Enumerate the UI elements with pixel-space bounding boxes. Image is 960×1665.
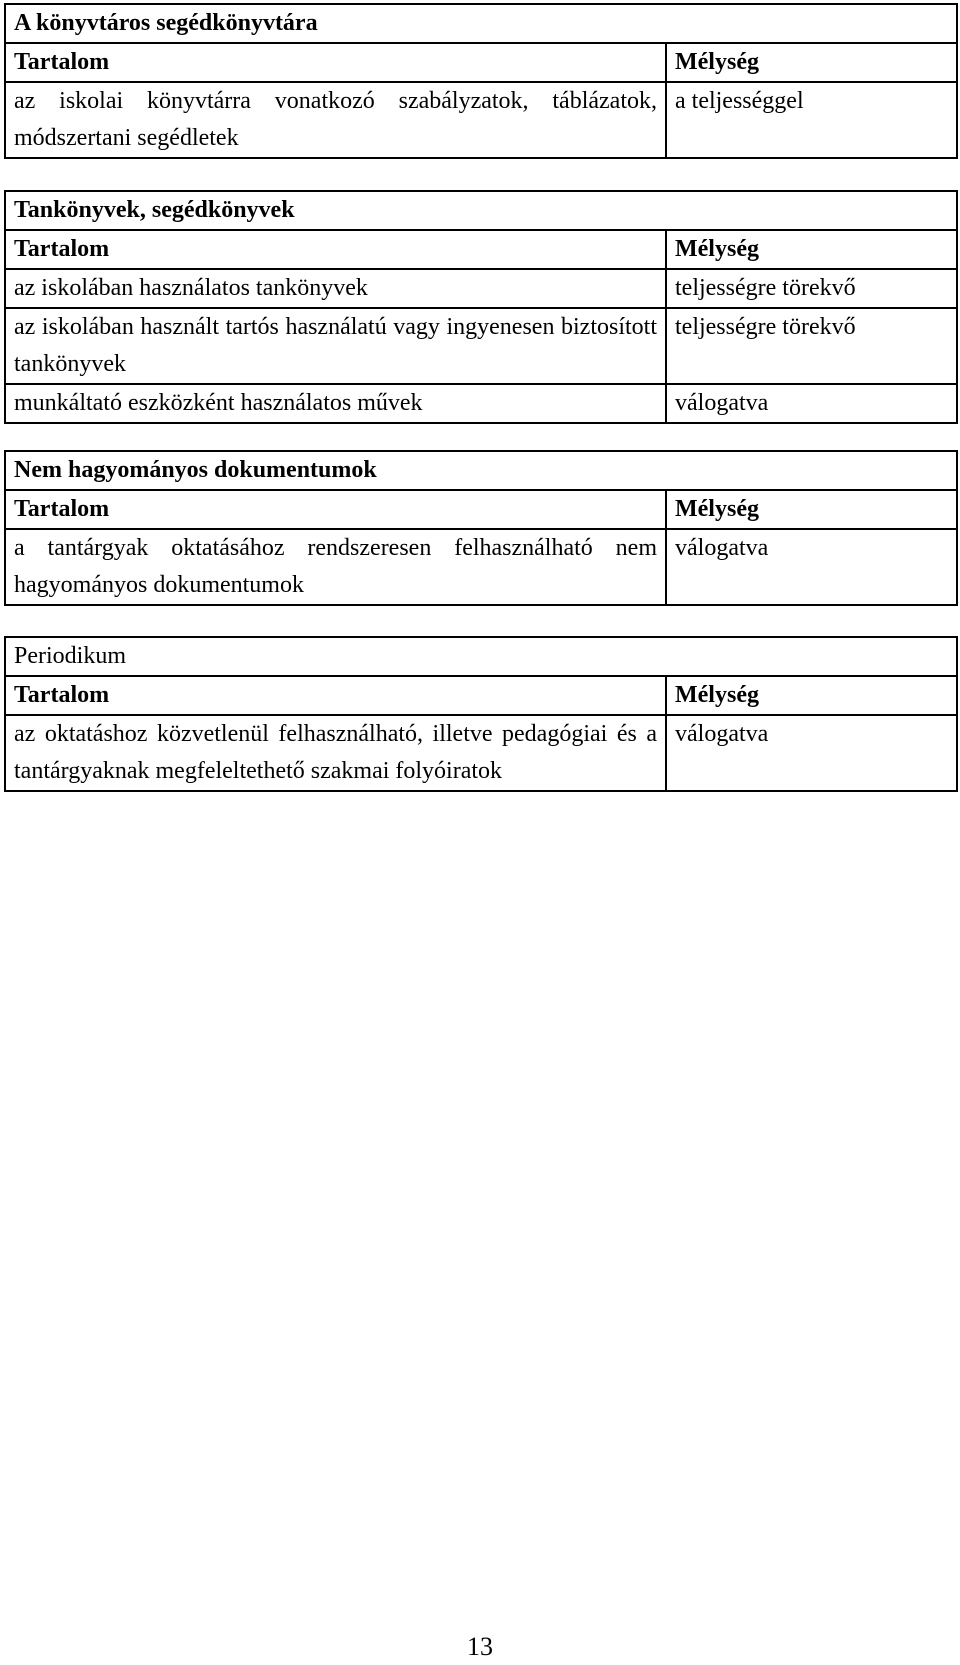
row-content: a tantárgyak oktatásához rendszeresen felhasználható nem hagyományos dokumentumok — [5, 529, 666, 605]
row-depth: a teljességgel — [666, 82, 957, 158]
row-content: munkáltató eszközként használatos művek — [5, 384, 666, 423]
page-number: 13 — [467, 1632, 493, 1661]
table-row — [5, 715, 957, 791]
row-depth: válogatva — [666, 384, 957, 423]
row-content: az iskolában használt tartós használatú vagy ingyenesen biztosított tankönyvek — [5, 308, 666, 384]
table-row — [5, 82, 957, 158]
table-nem-hagyomanyos — [4, 450, 958, 606]
row-content: az iskolában használatos tankönyvek — [5, 269, 666, 308]
table-header-row — [5, 230, 957, 269]
table-title-row — [5, 451, 957, 490]
row-content: az oktatáshoz közvetlenül felhasználható, illetve pedagógiai és a tantárgyaknak megfeleltethető szakmai folyóiratok — [5, 715, 666, 791]
table-header-row — [5, 676, 957, 715]
header-tartalom: Tartalom — [5, 676, 666, 715]
table-row — [5, 384, 957, 423]
header-tartalom: Tartalom — [5, 43, 666, 82]
table-title-row — [5, 637, 957, 676]
header-melyseg: Mélység — [666, 490, 957, 529]
table-title: Tankönyvek, segédkönyvek — [5, 191, 957, 230]
table-title-row — [5, 191, 957, 230]
table-title: Periodikum — [5, 637, 957, 676]
row-depth: válogatva — [666, 529, 957, 605]
header-melyseg: Mélység — [666, 676, 957, 715]
header-melyseg: Mélység — [666, 230, 957, 269]
table-row — [5, 529, 957, 605]
table-tankonyvek — [4, 190, 958, 424]
header-tartalom: Tartalom — [5, 490, 666, 529]
table-title-row — [5, 4, 957, 43]
table-periodikum — [4, 636, 958, 792]
table-segedkonyvtar — [4, 3, 958, 159]
row-depth: válogatva — [666, 715, 957, 791]
row-depth: teljességre törekvő — [666, 269, 957, 308]
row-content: az iskolai könyvtárra vonatkozó szabályzatok, táblázatok, módszertani segédletek — [5, 82, 666, 158]
table-title: A könyvtáros segédkönyvtára — [5, 4, 957, 43]
table-header-row — [5, 490, 957, 529]
table-row — [5, 308, 957, 384]
header-melyseg: Mélység — [666, 43, 957, 82]
header-tartalom: Tartalom — [5, 230, 666, 269]
row-depth: teljességre törekvő — [666, 308, 957, 384]
table-title: Nem hagyományos dokumentumok — [5, 451, 957, 490]
table-row — [5, 269, 957, 308]
table-header-row — [5, 43, 957, 82]
